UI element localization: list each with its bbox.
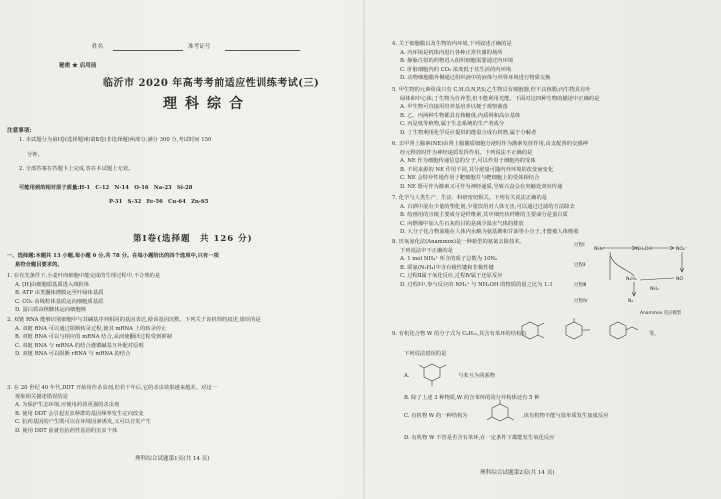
diagram-label-process3: 过程Ⅲ — [574, 283, 587, 288]
notes-heading: 注意事项: — [7, 128, 32, 134]
q3-option-d: D. 使用 DDT 前就有抗药性基因的害虫个体 — [15, 427, 118, 434]
q5-stem-2: 绿体和中心体;丁生物为自养型,但不能利用光能。下面对这四种生物的描述中正确的是 — [400, 95, 600, 102]
q2-option-b: B. 双链 RNA 可以与相应的 mRNA 结合,从而使翻译过程受到抑制 — [15, 334, 172, 341]
note-1-cont: 分钟。 — [27, 151, 43, 158]
question-6 — [392, 140, 588, 192]
notes-list — [19, 136, 211, 175]
q5-option-b: B. 乙、丙两种生物都具有核糖体,内质网和高尔基体 — [400, 112, 521, 119]
q9-stem-1: 9. 有机化合物 W 的分子式为 C₉H₁₂,其含有苯环的结构有 — [392, 331, 527, 337]
q9-option-c-structure — [484, 402, 520, 428]
q6-option-a: A. NE 作为细胞传递信息的分子,可以作用于细胞内的受体 — [400, 158, 536, 165]
page-fold — [363, 0, 365, 499]
q3-option-a: A. 为保护生态环境,应使用药效更强的杀虫剂 — [15, 402, 120, 409]
q6-option-d: D. NE 既可作为激素又可作为神经递质,导致兴奋会在突触处双向传递 — [400, 183, 563, 190]
exam-no-line — [225, 50, 300, 51]
q1-option-a: A. [H]由细胞质基质进入线粒体 — [15, 281, 90, 288]
atomic-mass-line-2: P-31 S-32 Fe-56 Cu-64 Zn-65 — [109, 199, 209, 205]
diagram-label-nh4: NH₄⁺ — [594, 247, 606, 252]
question-8 — [392, 238, 553, 290]
q6-stem-2: 经元释放时作为神经递质发挥作用。下列说法不正确的是 — [400, 149, 533, 156]
q3-option-c: C. 抗药基因的产生既可以在环境因素诱发,又可以自发产生 — [15, 419, 152, 426]
q5-option-c: C. 丙是低等植物,属于生态系统的生产者成分 — [400, 121, 505, 128]
exam-no-label: 准考证号 — [188, 44, 211, 50]
q9-stem-3: 下列说法错误的是 — [404, 351, 447, 357]
diagram-label-no: NO — [676, 277, 684, 282]
q3-stem-2: 现象相关描述错误的是 — [15, 393, 68, 400]
q8-option-b: B. 联氨(N₂H₄)中含有极性键和非极性键 — [400, 264, 494, 271]
name-line — [113, 50, 183, 51]
q9-option-b: B. 除了上述 3 种物质,W 的含苯环的同分异构体还有 5 种 — [404, 395, 540, 401]
q6-option-b: B. 不同来源的 NE 作用不同,其分泌量可随内外环境的改变而变化 — [400, 166, 554, 173]
diagram-label-nh2oh: NH₂OH — [636, 247, 652, 252]
left-footer: 理科综合试题第1页(共 14 页) — [135, 456, 210, 462]
q9-option-a-structure — [416, 362, 452, 388]
left-page — [7, 0, 355, 499]
q8-option-c: C. 过程Ⅱ属于氧化反应,过程Ⅳ属于还原反应 — [400, 273, 503, 280]
q8-stem-2: 下列说法中不正确的是 — [400, 247, 453, 254]
q7-option-d: D. 大分子化合物油脂在人体内水解为氨基酸和甘油等小分子,才能被人体吸收 — [400, 229, 579, 236]
q2-option-c: C. 双链 RNA 与 mRNA 的结合遵循碱基互补配对原则 — [15, 342, 144, 349]
instruction-line-1: 一、选择题:本题共 13 小题,每小题 6 分,共 78 分。在每小题给出的四个选项中,只有一项 — [7, 253, 219, 259]
diagram-label-n2: N₂ — [628, 299, 634, 304]
anammox-diagram — [570, 236, 698, 318]
right-footer: 理科综合试题第2页(共 14 页) — [480, 470, 555, 476]
q4-option-b: B. 静脉注射的药物进入组织细胞需要通过内环境 — [400, 58, 514, 65]
diagram-label-nh2: NH₂ — [650, 287, 659, 292]
instructions — [7, 252, 219, 269]
q3-stem-1: 3. 在 20 世纪 40 年代,DDT 开始用作杀虫剂,但若干年后,它的杀虫效果越来越差。对这一 — [7, 385, 217, 391]
q9-stem-2: 等, — [649, 331, 656, 337]
q2-option-a: A. 双链 RNA 可以通过阻断转录过程,使其 mRNA 上的转录停止 — [15, 325, 167, 332]
q1-option-c: C. CO₂ 由线粒体基质运向细胞质基质 — [15, 298, 104, 305]
question-1 — [7, 272, 160, 315]
q9-option-a-text: 与苯互为同系物 — [458, 373, 496, 379]
diagram-label-no2: NO₂⁻ — [676, 247, 688, 252]
q4-stem: 4. 关于细胞膜以及生物的内环境,下列叙述正确的是 — [392, 41, 512, 47]
question-2 — [7, 316, 352, 359]
q8-stem-1: 8. 厌氧氨化法(Anammox)是一种新型的氨氮去除技术, — [392, 239, 522, 245]
q1-option-d: D. 蛋白质由核糖体运向细胞核 — [15, 307, 86, 314]
diagram-label-process4: 过程Ⅳ — [574, 299, 588, 304]
question-5 — [392, 86, 599, 138]
q6-option-c: C. NE 会特异性地作用于靶细胞并与靶细胞上的受体相结合 — [400, 175, 540, 182]
q2-stem: 2. 双链 RNA 能够识别细胞中与其碱基序列相同的基因表达,使该基因沉默。下列关于该机理的叙述,错误的是 — [7, 317, 261, 323]
right-page — [372, 0, 702, 499]
q9-option-a-label: A. — [404, 373, 410, 379]
subject-title: 理科综合 — [163, 96, 251, 112]
q9-option-c-label: C. 有机物 W 的一种结构为 — [404, 413, 468, 419]
diagram-label-n2h4: N₂H₄ — [626, 277, 637, 282]
q9-structures — [514, 320, 644, 346]
q4-option-c: C. 肝脏细胞内的 CO₂ 浓度低于其生活的内环境 — [400, 66, 512, 73]
question-4 — [392, 40, 550, 83]
q8-option-a: A. 1 mol NH₄⁺ 所含的质子总数为 10Nₐ — [400, 256, 498, 263]
q7-stem: 7. 化学与人类生产、生活、科研密切相关。下列有关说法正确的是 — [392, 195, 548, 201]
q6-stem-1: 6. 去甲肾上腺素(NE)由肾上腺髓质细胞分泌时作为激素发挥作用,由支配肾的交感神 — [392, 141, 588, 147]
note-1: 1. 本试题分为第Ⅰ卷(选择题)和第Ⅱ卷(非选择题)两部分,满分 300 分,考试时间 150 — [19, 137, 212, 143]
section-title: 第Ⅰ卷(选择题 共 126 分) — [133, 234, 253, 244]
q3-option-b: B. 使用 DDT 会引起害虫种群的基因频率发生定向改变 — [15, 410, 144, 417]
q7-option-c: C. 向燃煤中加入生石灰的目的是减少温室气体的排放 — [400, 220, 524, 227]
q4-option-a: A. 内环境是机体内进行各种正常代谢的场所 — [400, 49, 503, 56]
question-3 — [7, 384, 217, 436]
q4-option-d: D. 动物细胞膜外侧通过组织液中的液体与外界环境进行物质交换 — [400, 75, 551, 82]
q7-option-b: B. 绘画用的宣纸主要成分是纤维素,其中细丝状纤维的主要成分是蛋白质 — [400, 212, 568, 219]
atomic-mass-line-1: 可能用到的相对原子质量:H-1 C-12 N-14 O-16 Na-23 Si-28 — [19, 185, 193, 191]
secret-label: 秘密 ★ 启用前 — [59, 63, 97, 69]
name-label: 姓名 — [92, 44, 104, 50]
instruction-line-2: 是符合题目要求的。 — [15, 261, 63, 268]
q8-option-d: D. 过程Ⅰ中,参与反应的 NH₄⁺ 与 NH₂OH 的物质的量之比为 1:1 — [400, 281, 553, 288]
q7-option-a: A. 白酒中混有少量的塑化剂,少量饮用对人体无害,可以通过过滤的方法除去 — [400, 203, 575, 210]
q9-option-d: D. 有机物 W 不管是否含有苯环,在一定条件下都能发生氧化反应 — [404, 435, 555, 441]
diagram-caption: Anammox 反应模型 — [640, 311, 682, 316]
diagram-label-process2: 过程Ⅱ — [574, 263, 586, 268]
question-7 — [392, 194, 579, 237]
q5-option-d: D. 丁生物利用化学反应提供的能量合成有机物,属于分解者 — [400, 129, 537, 136]
q5-stem-1: 5. 甲生物的元素组成只有 C,H,O,N,P,S;乙生物具有细胞器,但不具核膜;丙生物具有叶 — [392, 87, 591, 93]
q1-stem: 1. 在有光条件下,小麦叶肉细胞中能完成的生理过程中,不合理的是 — [7, 273, 161, 279]
diagram-label-process1: 过程Ⅰ — [574, 243, 585, 248]
exam-title: 临沂市 2020 年高考考前适应性训练考试(三) — [103, 78, 320, 89]
q1-option-b: B. ATP 由类囊体薄膜运至叶绿体基质 — [15, 290, 104, 297]
note-2: 2. 全部答案在答题卡上完成,答在本试题上无效。 — [19, 166, 134, 172]
q9-option-c-text: ,该有机物不能与溴单质发生加成反应 — [522, 413, 609, 419]
q2-option-d: D. 双链 RNA 可以阻断 rRNA 与 mRNA 的结合 — [15, 351, 131, 358]
q5-option-a: A. 甲生物可直接用培养基培养以便于观察菌落 — [400, 104, 508, 111]
